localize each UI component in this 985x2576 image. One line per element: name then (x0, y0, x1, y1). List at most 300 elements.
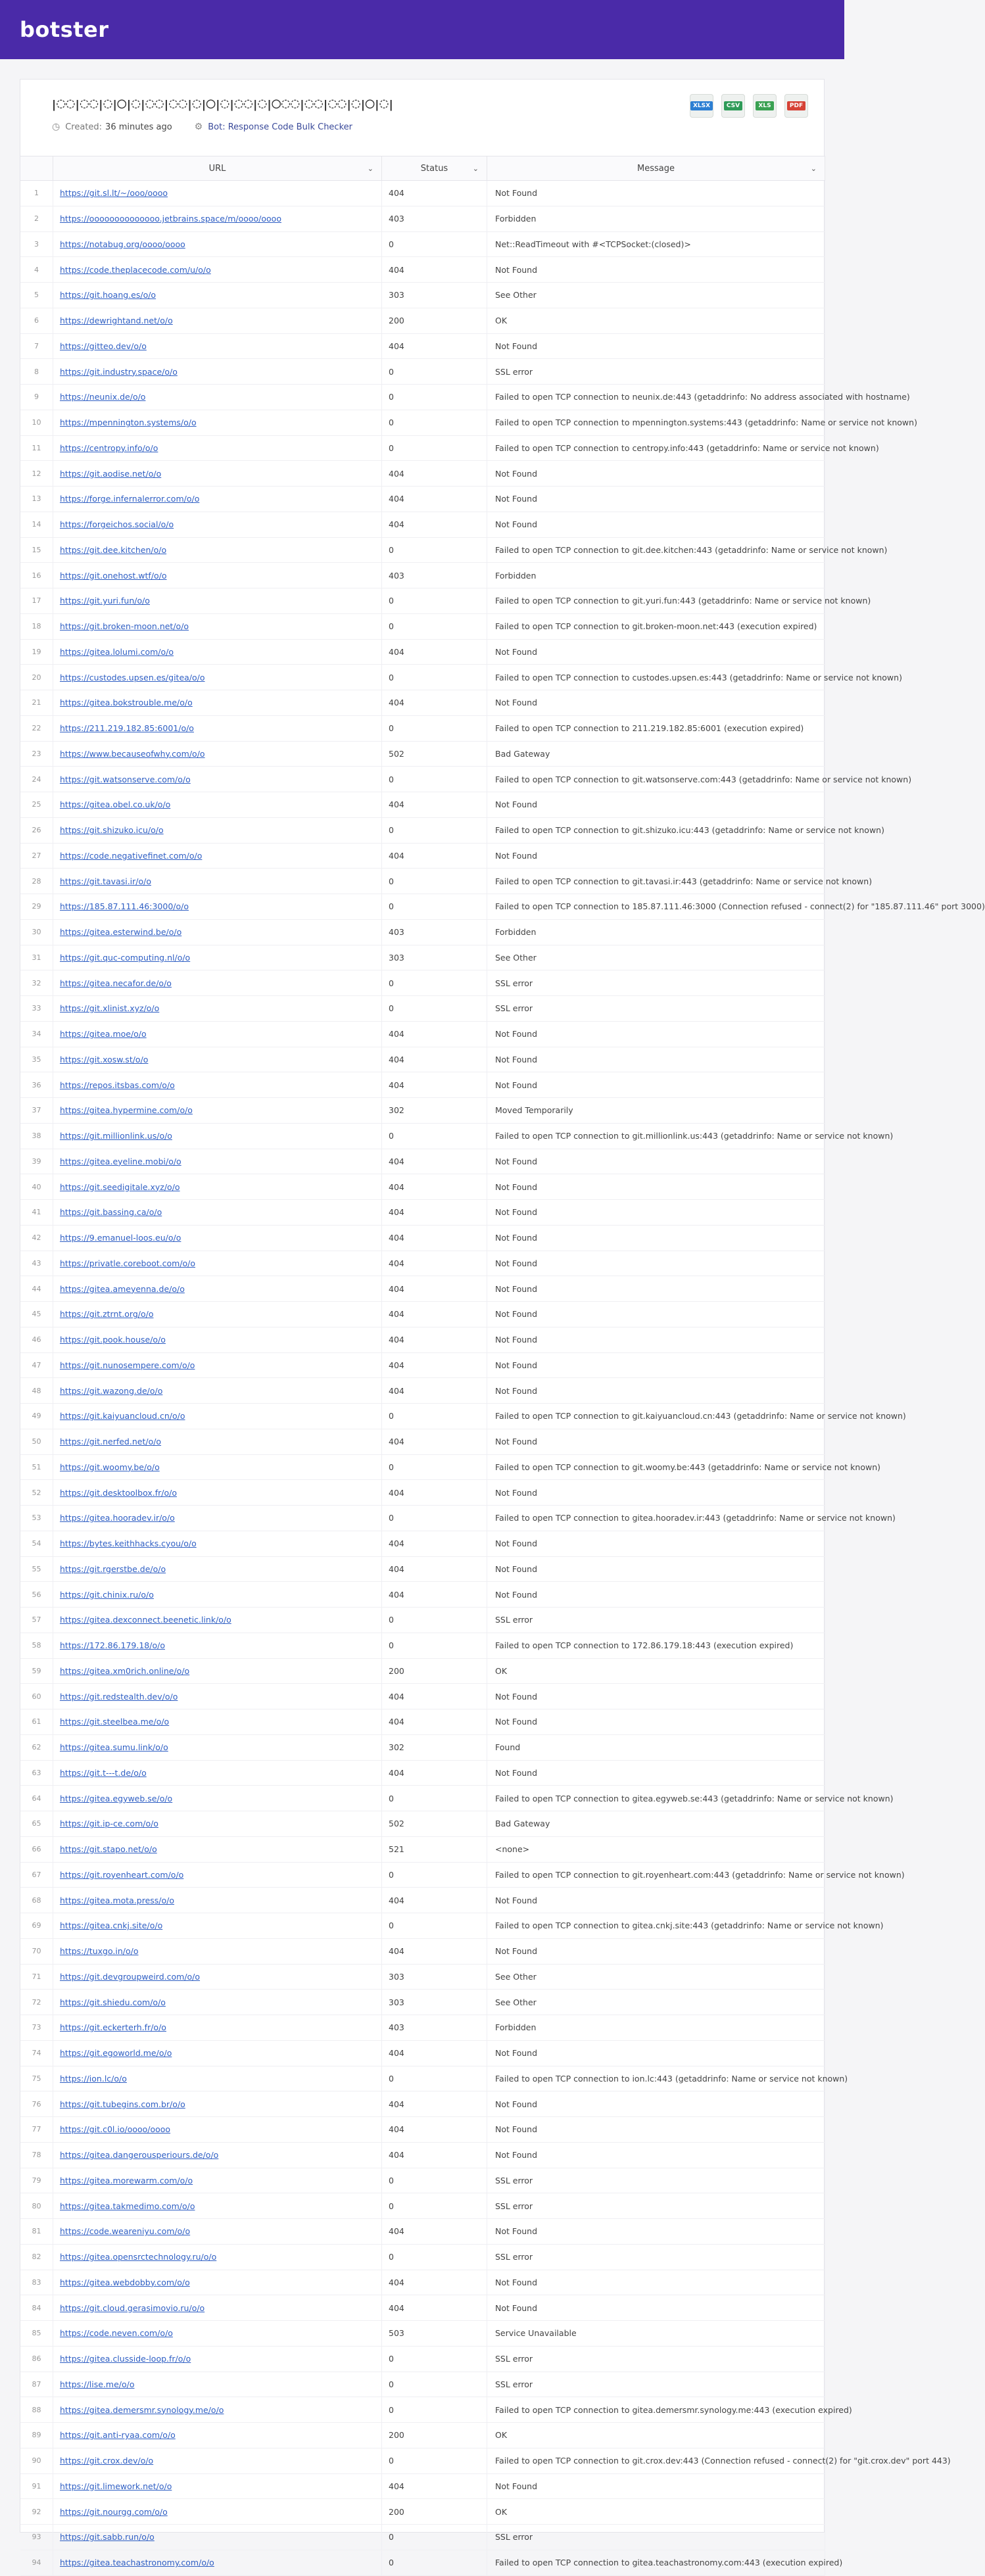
row-number: 45 (20, 1302, 53, 1327)
url-link[interactable]: https://gitea.esterwind.be/o/o (60, 927, 182, 938)
url-link[interactable]: https://centropy.info/o/o (60, 442, 158, 453)
url-link[interactable]: https://git.woomy.be/o/o (60, 1462, 160, 1472)
url-link[interactable]: https://git.onehost.wtf/o/o (60, 570, 167, 581)
url-cell (53, 1378, 382, 1403)
row-number: 12 (20, 461, 53, 486)
url-link[interactable]: https://code.negativefinet.com/o/o (60, 850, 203, 861)
url-cell (53, 716, 382, 741)
message-cell: SSL error (487, 970, 825, 995)
table-row (20, 2499, 825, 2525)
url-link[interactable]: https://code.weareniyu.com/o/o (60, 2226, 191, 2237)
export-xls-label: XLS (756, 101, 773, 110)
message-cell: Not Found (487, 1149, 825, 1174)
table-row (20, 334, 825, 360)
table-row (20, 1429, 825, 1455)
message-cell: OK (487, 2499, 825, 2524)
row-number: 17 (20, 588, 53, 613)
task-header (20, 80, 824, 139)
table-row (20, 2219, 825, 2245)
message-cell: Failed to open TCP connection to git.tavasi.ir:443 (getaddrinfo: Name or service not known) (487, 869, 825, 894)
url-link[interactable]: https://git.aodise.net/o/o (60, 468, 162, 479)
row-number: 16 (20, 563, 53, 588)
url-link[interactable]: https://git.t---t.de/o/o (60, 1767, 147, 1778)
url-cell (53, 1709, 382, 1734)
url-cell (53, 538, 382, 563)
url-link[interactable]: https://custodes.upsen.es/gitea/o/o (60, 672, 205, 682)
status-cell: 404 (382, 1939, 487, 1964)
table-row (20, 512, 825, 538)
url-link[interactable]: https://211.219.182.85:6001/o/o (60, 723, 194, 734)
url-link[interactable]: https://git.dee.kitchen/o/o (60, 544, 167, 555)
url-cell (53, 1174, 382, 1199)
table-row (20, 410, 917, 436)
url-link[interactable]: https://git.desktoolbox.fr/o/o (60, 1487, 177, 1498)
row-number: 13 (20, 487, 53, 512)
url-link[interactable]: https://git.crox.dev/o/o (60, 2456, 154, 2466)
url-link[interactable]: https://git.anti-ryaa.com/o/o (60, 2430, 176, 2441)
url-link[interactable]: https://git.nourgg.com/o/o (60, 2506, 168, 2517)
url-link[interactable]: https://git.shiedu.com/o/o (60, 1997, 166, 2007)
url-link[interactable]: https://gitea.bokstrouble.me/o/o (60, 698, 193, 708)
row-number: 28 (20, 869, 53, 894)
url-link[interactable]: https://gitteo.dev/o/o (60, 341, 147, 351)
table-row (20, 2397, 852, 2423)
row-number: 9 (20, 385, 53, 410)
status-cell: 0 (382, 385, 487, 410)
table-row (20, 1353, 825, 1379)
message-cell: Not Found (487, 487, 825, 512)
botster-logo[interactable]: botster (20, 17, 109, 42)
url-link[interactable]: https://privatle.coreboot.com/o/o (60, 1258, 196, 1268)
table-row (20, 1939, 825, 1965)
export-xlsx-button[interactable] (690, 94, 713, 118)
url-link[interactable]: https://gitea.webdobby.com/o/o (60, 2277, 190, 2287)
message-cell: Failed to open TCP connection to 211.219.182.85:6001 (execution expired) (487, 716, 825, 741)
url-link[interactable]: https://gitea.obel.co.uk/o/o (60, 799, 171, 810)
table-row (20, 2423, 825, 2448)
url-link[interactable]: https://www.becauseofwhy.com/o/o (60, 748, 205, 759)
status-cell: 521 (382, 1837, 487, 1862)
url-link[interactable]: https://git.watsonserve.com/o/o (60, 774, 191, 784)
row-number: 2 (20, 206, 53, 231)
status-cell: 0 (382, 588, 487, 613)
message-cell: Not Found (487, 1582, 825, 1607)
url-cell (53, 2168, 382, 2193)
url-link[interactable]: https://git.sl.lt/~/ooo/oooo (60, 188, 168, 199)
row-number: 46 (20, 1327, 53, 1352)
row-number: 68 (20, 1888, 53, 1913)
url-link[interactable]: https://lise.me/o/o (60, 2379, 135, 2389)
url-link[interactable]: https://gitea.xm0rich.online/o/o (60, 1665, 190, 1676)
table-row (20, 742, 825, 767)
url-link[interactable]: https://git.ztrnt.org/o/o (60, 1309, 154, 1320)
url-link[interactable]: https://git.tubegins.com.br/o/o (60, 2099, 185, 2109)
url-link[interactable]: https://gitea.moe/o/o (60, 1029, 147, 1039)
table-row (20, 716, 825, 742)
url-cell (53, 1811, 382, 1836)
message-cell: Not Found (487, 461, 825, 486)
url-link[interactable]: https://gitea.opensrctechnology.ru/o/o (60, 2252, 217, 2262)
url-link[interactable]: https://neunix.de/o/o (60, 392, 146, 402)
url-link[interactable]: https://git.chinix.ru/o/o (60, 1589, 154, 1600)
status-cell: 404 (382, 844, 487, 869)
url-link[interactable]: https://git.sabb.run/o/o (60, 2532, 155, 2542)
url-link[interactable]: https://tuxgo.in/o/o (60, 1946, 139, 1957)
url-link[interactable]: https://172.86.179.18/o/o (60, 1640, 165, 1651)
url-link[interactable]: https://git.steelbea.me/o/o (60, 1717, 170, 1727)
url-link[interactable]: https://git.tavasi.ir/o/o (60, 876, 151, 886)
row-number: 33 (20, 996, 53, 1021)
message-cell: SSL error (487, 2245, 825, 2270)
table-row (20, 2245, 825, 2270)
url-cell (53, 665, 382, 690)
row-number: 58 (20, 1633, 53, 1658)
table-row (20, 894, 985, 920)
row-number: 19 (20, 640, 53, 665)
status-cell: 404 (382, 461, 487, 486)
message-cell: Failed to open TCP connection to git.woomy.be:443 (getaddrinfo: Name or service not known) (487, 1455, 825, 1480)
url-cell (53, 1200, 382, 1225)
url-link[interactable]: https://git.xosw.st/o/o (60, 1054, 149, 1064)
status-cell: 404 (382, 2295, 487, 2320)
message-cell: Not Found (487, 1557, 825, 1582)
table-row (20, 1047, 825, 1073)
url-link[interactable]: https://notabug.org/oooo/oooo (60, 239, 185, 249)
results-table (20, 156, 985, 2576)
status-cell: 404 (382, 1174, 487, 1199)
row-number: 91 (20, 2474, 53, 2499)
status-cell: 404 (382, 1251, 487, 1276)
table-row (20, 665, 902, 690)
url-link[interactable]: https://git.royenheart.com/o/o (60, 1869, 184, 1880)
url-link[interactable]: https://git.bassing.ca/o/o (60, 1207, 162, 1218)
table-row (20, 1837, 825, 1863)
url-cell (53, 894, 382, 919)
url-cell (53, 2193, 382, 2218)
row-number: 72 (20, 1990, 53, 2015)
url-cell (53, 410, 382, 435)
status-cell: 404 (382, 1072, 487, 1097)
status-cell: 0 (382, 2448, 487, 2473)
url-link[interactable]: https://gitea.hooradev.ir/o/o (60, 1513, 175, 1523)
status-cell: 404 (382, 1353, 487, 1378)
message-cell: Not Found (487, 1200, 825, 1225)
url-cell (53, 181, 382, 206)
url-cell (53, 2117, 382, 2142)
url-cell (53, 385, 382, 410)
status-cell: 0 (382, 2397, 487, 2422)
message-cell: Forbidden (487, 2015, 825, 2040)
url-cell (53, 1786, 382, 1811)
status-cell: 404 (382, 1047, 487, 1072)
row-number: 79 (20, 2168, 53, 2193)
header-status[interactable] (382, 156, 487, 180)
table-row (20, 232, 825, 258)
status-cell: 0 (382, 1506, 487, 1531)
message-cell: Not Found (487, 640, 825, 665)
status-cell: 0 (382, 2525, 487, 2550)
url-link[interactable]: https://9.emanuel-loos.eu/o/o (60, 1233, 181, 1243)
row-number: 49 (20, 1404, 53, 1429)
url-cell (53, 1327, 382, 1352)
row-number: 90 (20, 2448, 53, 2473)
url-cell (53, 232, 382, 257)
url-link[interactable]: https://git.stapo.net/o/o (60, 1844, 157, 1855)
url-link[interactable]: https://gitea.hypermine.com/o/o (60, 1105, 193, 1116)
status-cell: 303 (382, 945, 487, 970)
table-row (20, 1709, 825, 1735)
url-cell (53, 563, 382, 588)
url-link[interactable]: https://git.industry.space/o/o (60, 366, 178, 377)
status-cell: 403 (382, 206, 487, 231)
url-link[interactable]: https://git.nerfed.net/o/o (60, 1437, 162, 1447)
chevron-down-icon[interactable]: ⌄ (810, 164, 817, 173)
url-cell (53, 334, 382, 359)
row-number: 15 (20, 538, 53, 563)
row-number: 62 (20, 1735, 53, 1760)
table-row (20, 2525, 825, 2550)
status-cell: 0 (382, 970, 487, 995)
status-cell: 403 (382, 563, 487, 588)
row-number: 41 (20, 1200, 53, 1225)
url-cell (53, 283, 382, 308)
header-url[interactable] (53, 156, 382, 180)
message-cell: Moved Temporarily (487, 1098, 825, 1123)
table-row (20, 1659, 825, 1684)
row-number: 11 (20, 436, 53, 461)
table-row (20, 767, 912, 792)
message-cell: Not Found (487, 1353, 825, 1378)
table-row (20, 1608, 825, 1633)
url-cell (53, 767, 382, 792)
bot-info[interactable] (195, 122, 352, 132)
message-cell: Failed to open TCP connection to ion.lc:443 (getaddrinfo: Name or service not known) (487, 2066, 825, 2091)
message-cell: SSL error (487, 2347, 825, 2372)
message-cell: Bad Gateway (487, 742, 825, 767)
export-pdf-label: PDF (787, 101, 805, 110)
url-cell (53, 512, 382, 537)
message-cell: SSL error (487, 996, 825, 1021)
export-pdf-button[interactable] (784, 94, 808, 118)
table-row (20, 2066, 848, 2092)
url-link[interactable]: https://git.seedigitale.xyz/o/o (60, 1181, 180, 1192)
table-row (20, 1811, 825, 1837)
message-cell: Not Found (487, 792, 825, 817)
row-number: 22 (20, 716, 53, 741)
url-link[interactable]: https://gitea.sumu.link/o/o (60, 1742, 168, 1753)
message-cell: Failed to open TCP connection to 172.86.179.18:443 (execution expired) (487, 1633, 825, 1658)
table-row (20, 1200, 825, 1226)
row-number: 89 (20, 2423, 53, 2448)
row-number: 31 (20, 945, 53, 970)
url-link[interactable]: https://git.hoang.es/o/o (60, 290, 156, 300)
url-link[interactable]: https://dewrightand.net/o/o (60, 316, 173, 326)
url-cell (53, 818, 382, 843)
message-cell: Not Found (487, 1022, 825, 1047)
url-link[interactable]: https://mpennington.systems/o/o (60, 417, 197, 428)
url-link[interactable]: https://code.theplacecode.com/u/o/o (60, 264, 211, 275)
table-row (20, 2015, 825, 2041)
url-link[interactable]: https://git.millionlink.us/o/o (60, 1131, 172, 1141)
status-cell: 0 (382, 2168, 487, 2193)
row-number: 4 (20, 257, 53, 282)
url-link[interactable]: https://git.xlinist.xyz/o/o (60, 1003, 160, 1014)
url-link[interactable]: https://git.egoworld.me/o/o (60, 2048, 172, 2059)
url-link[interactable]: https://gitea.morewarm.com/o/o (60, 2175, 193, 2185)
url-link[interactable]: https://gitea.clusside-loop.fr/o/o (60, 2354, 191, 2364)
url-link[interactable]: https://gitea.egyweb.se/o/o (60, 1793, 173, 1803)
table-row (20, 1735, 825, 1761)
url-link[interactable]: https://git.pook.house/o/o (60, 1335, 166, 1345)
url-cell (53, 2423, 382, 2448)
url-link[interactable]: https://repos.itsbas.com/o/o (60, 1080, 175, 1090)
url-link[interactable]: https://git.devgroupweird.com/o/o (60, 1971, 201, 1982)
message-cell: Not Found (487, 1761, 825, 1786)
table-row (20, 945, 825, 971)
url-link[interactable]: https://forge.infernalerror.com/o/o (60, 494, 200, 504)
url-link[interactable]: https://git.ip-ce.com/o/o (60, 1819, 158, 1829)
url-link[interactable]: https://gitea.dexconnect.beenetic.link/o/o (60, 1615, 231, 1625)
row-number: 21 (20, 690, 53, 715)
status-cell: 0 (382, 1863, 487, 1888)
table-row (20, 1327, 825, 1353)
url-cell (53, 2143, 382, 2168)
url-cell (53, 461, 382, 486)
table-row (20, 257, 825, 283)
url-link[interactable]: https://git.rgerstbe.de/o/o (60, 1563, 166, 1574)
url-link[interactable]: https://git.redstealth.dev/o/o (60, 1691, 178, 1702)
header-url-label: URL (208, 163, 226, 174)
message-cell: SSL error (487, 1608, 825, 1633)
row-number: 70 (20, 1939, 53, 1964)
url-link[interactable]: https://gitea.lolumi.com/o/o (60, 646, 174, 657)
url-link[interactable]: https://git.cloud.gerasimovio.ru/o/o (60, 2302, 205, 2313)
row-number: 75 (20, 2066, 53, 2091)
row-number: 59 (20, 1659, 53, 1684)
row-number: 92 (20, 2499, 53, 2524)
status-cell: 404 (382, 2143, 487, 2168)
table-row (20, 283, 825, 308)
url-link[interactable]: https://gitea.ameyenna.de/o/o (60, 1283, 185, 1294)
row-number: 36 (20, 1072, 53, 1097)
url-cell (53, 1965, 382, 1990)
table-row (20, 818, 884, 844)
url-link[interactable]: https://git.eckerterh.fr/o/o (60, 2022, 166, 2033)
url-link[interactable]: https://oooooooooooooo.jetbrains.space/m/oooo/oooo (60, 214, 281, 224)
url-link[interactable]: https://gitea.dangerousperiours.de/o/o (60, 2150, 219, 2160)
url-cell (53, 487, 382, 512)
url-link[interactable]: https://gitea.necafor.de/o/o (60, 978, 172, 988)
message-cell: OK (487, 308, 825, 333)
message-cell: Not Found (487, 257, 825, 282)
row-number: 7 (20, 334, 53, 359)
status-cell: 0 (382, 1404, 487, 1429)
status-cell: 0 (382, 1633, 487, 1658)
url-link[interactable]: https://git.nunosempere.com/o/o (60, 1360, 195, 1370)
table-row (20, 538, 888, 563)
export-xls-button[interactable] (753, 94, 777, 118)
row-number: 55 (20, 1557, 53, 1582)
row-number: 30 (20, 920, 53, 945)
url-cell (53, 1480, 382, 1505)
url-cell (53, 2550, 382, 2575)
url-link[interactable]: https://gitea.mota.press/o/o (60, 1895, 175, 1905)
url-cell (53, 1582, 382, 1607)
url-link[interactable]: https://gitea.eyeline.mobi/o/o (60, 1156, 181, 1166)
row-number: 56 (20, 1582, 53, 1607)
table-row (20, 1761, 825, 1786)
url-link[interactable]: https://forgeichos.social/o/o (60, 519, 174, 530)
message-cell: Not Found (487, 2091, 825, 2116)
url-cell (53, 2321, 382, 2346)
message-cell: Failed to open TCP connection to git.crox.dev:443 (Connection refused - connect(2) for "git.crox.dev" port 443) (487, 2448, 825, 2473)
url-cell (53, 1913, 382, 1938)
status-cell: 404 (382, 792, 487, 817)
row-number: 18 (20, 614, 53, 639)
url-cell (53, 1226, 382, 1251)
status-cell: 502 (382, 742, 487, 767)
row-number: 51 (20, 1455, 53, 1480)
url-link[interactable]: https://gitea.teachastronomy.com/o/o (60, 2558, 214, 2568)
url-link[interactable]: https://git.c0l.io/oooo/oooo (60, 2124, 171, 2135)
row-number: 50 (20, 1429, 53, 1454)
status-cell: 0 (382, 614, 487, 639)
row-number: 88 (20, 2397, 53, 2422)
header-message[interactable] (487, 156, 825, 180)
url-link[interactable]: https://git.shizuko.icu/o/o (60, 825, 164, 836)
url-cell (53, 1098, 382, 1123)
table-row (20, 1557, 825, 1583)
status-cell: 404 (382, 2091, 487, 2116)
message-cell: Not Found (487, 1531, 825, 1556)
url-link[interactable]: https://ion.lc/o/o (60, 2073, 127, 2084)
status-cell: 404 (382, 1531, 487, 1556)
row-number: 94 (20, 2550, 53, 2575)
url-link[interactable]: https://git.limework.net/o/o (60, 2481, 172, 2491)
url-link[interactable]: https://code.neven.com/o/o (60, 2328, 173, 2339)
url-cell (53, 2499, 382, 2524)
url-link[interactable]: https://gitea.cnkj.site/o/o (60, 1920, 163, 1931)
url-cell (53, 1124, 382, 1149)
row-number: 48 (20, 1378, 53, 1403)
status-cell: 404 (382, 1226, 487, 1251)
table-row (20, 1098, 825, 1124)
chevron-down-icon[interactable]: ⌄ (367, 164, 373, 173)
table-row (20, 2295, 825, 2321)
url-link[interactable]: https://git.broken-moon.net/o/o (60, 621, 189, 632)
status-cell: 503 (382, 2321, 487, 2346)
export-csv-button[interactable] (721, 94, 745, 118)
bot-link[interactable]: Bot: Response Code Bulk Checker (208, 122, 352, 132)
url-link[interactable]: https://bytes.keithhacks.cyou/o/o (60, 1538, 197, 1549)
table-row (20, 1226, 825, 1251)
url-link[interactable]: https://gitea.demersmr.synology.me/o/o (60, 2404, 224, 2415)
url-link[interactable]: https://git.yuri.fun/o/o (60, 596, 150, 606)
message-cell: Not Found (487, 1429, 825, 1454)
url-link[interactable]: https://git.kaiyuancloud.cn/o/o (60, 1411, 185, 1421)
robot-icon: ⚙ (194, 122, 203, 132)
message-cell: Not Found (487, 1888, 825, 1913)
url-link[interactable]: https://gitea.takmedimo.com/o/o (60, 2201, 195, 2211)
table-row (20, 1404, 906, 1429)
table-row (20, 1302, 825, 1327)
url-link[interactable]: https://git.quc-computing.nl/o/o (60, 952, 191, 963)
header-message-label: Message (637, 163, 675, 174)
chevron-down-icon[interactable]: ⌄ (472, 164, 479, 173)
table-row (20, 920, 825, 945)
url-link[interactable]: https://185.87.111.46:3000/o/o (60, 901, 189, 912)
url-link[interactable]: https://git.wazong.de/o/o (60, 1385, 163, 1396)
